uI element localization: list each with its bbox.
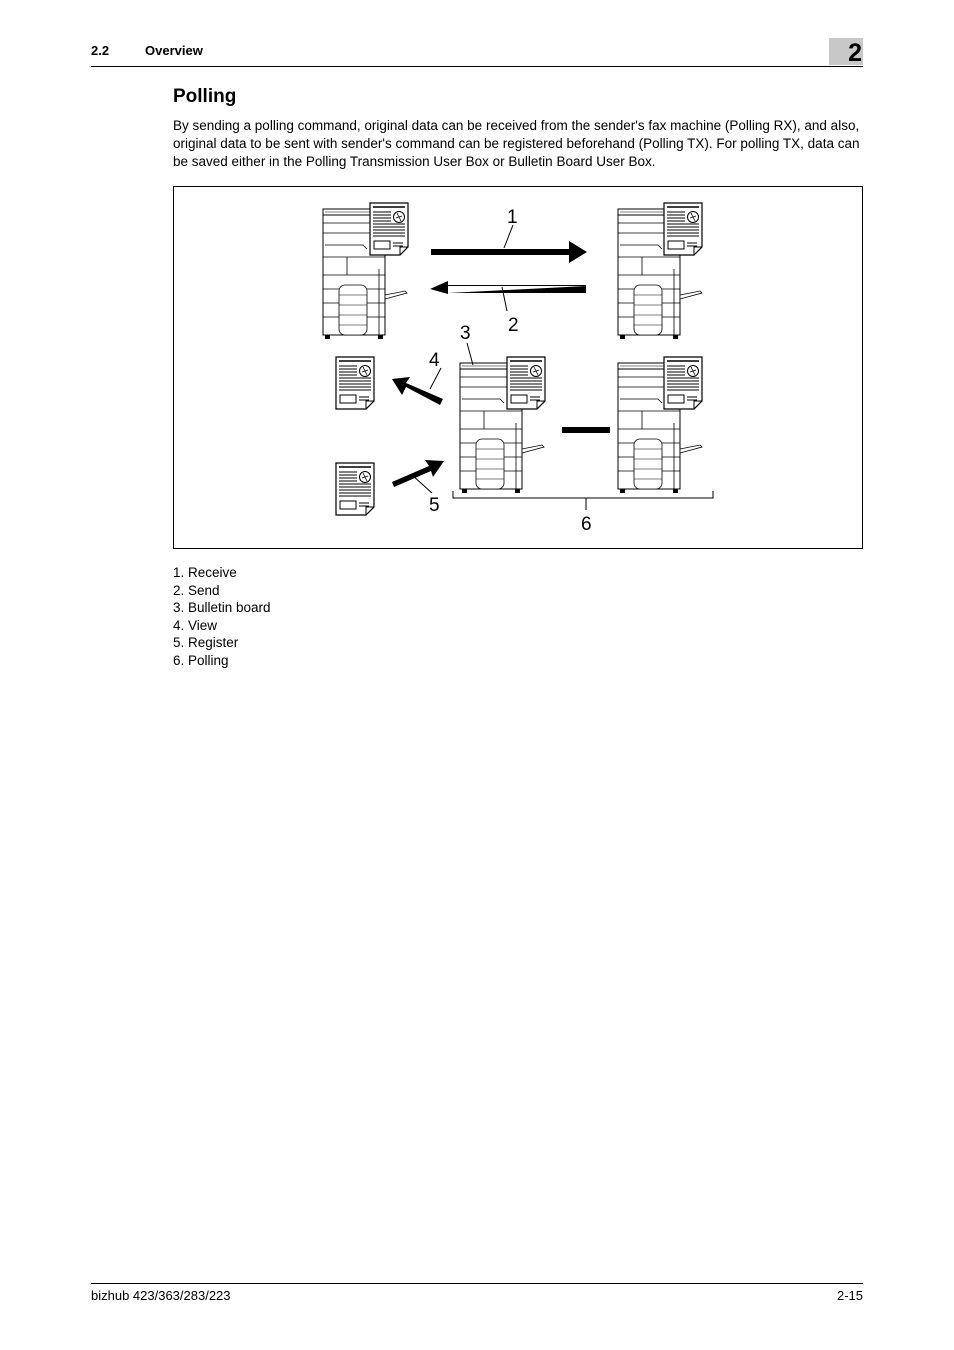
polling-figure bbox=[173, 186, 863, 549]
callout-1: 1 bbox=[507, 207, 518, 228]
arrow-view bbox=[392, 377, 443, 405]
callout-2: 2 bbox=[508, 315, 519, 336]
callout-5: 5 bbox=[429, 495, 440, 516]
polling-diagram bbox=[174, 187, 862, 548]
section-title: Overview bbox=[145, 43, 203, 58]
link-bar bbox=[562, 427, 610, 433]
figure-legend bbox=[173, 564, 271, 670]
page-title: Polling bbox=[173, 86, 237, 107]
section-number: 2.2 bbox=[91, 43, 110, 58]
intro-paragraph: By sending a polling command, original data can be received from the sender's fax machine (Polling RX), and also, original data to be sent with sender's command can be registered beforehand (Polling TX). For polling TX, data can be saved either in the Polling Transmission User Box or Bulletin Board User Box. bbox=[173, 118, 860, 169]
callout-4: 4 bbox=[429, 350, 440, 371]
machine-bottom-right bbox=[618, 357, 702, 493]
arrow-register bbox=[392, 460, 444, 487]
machine-bulletin-board bbox=[460, 357, 545, 493]
legend-item: 6. Polling bbox=[173, 652, 229, 668]
page-footer bbox=[91, 1283, 863, 1308]
legend-item: 3. Bulletin board bbox=[173, 600, 271, 616]
product-model: bizhub 423/363/283/223 bbox=[91, 1288, 231, 1303]
page-header bbox=[91, 40, 863, 67]
document-view bbox=[336, 357, 374, 409]
machine-top-left bbox=[323, 203, 408, 339]
legend-item: 4. View bbox=[173, 617, 218, 633]
arrow-send bbox=[430, 281, 586, 294]
arrow-receive bbox=[431, 241, 587, 263]
legend-item: 5. Register bbox=[173, 635, 239, 651]
page-number: 2-15 bbox=[836, 1288, 863, 1303]
legend-item: 1. Receive bbox=[173, 565, 237, 580]
chapter-number-badge: 2 bbox=[829, 38, 863, 65]
callout-6: 6 bbox=[581, 514, 592, 535]
legend-item: 2. Send bbox=[173, 582, 220, 598]
machine-top-right bbox=[618, 203, 702, 339]
callout-3: 3 bbox=[460, 323, 471, 344]
document-register bbox=[336, 463, 374, 515]
